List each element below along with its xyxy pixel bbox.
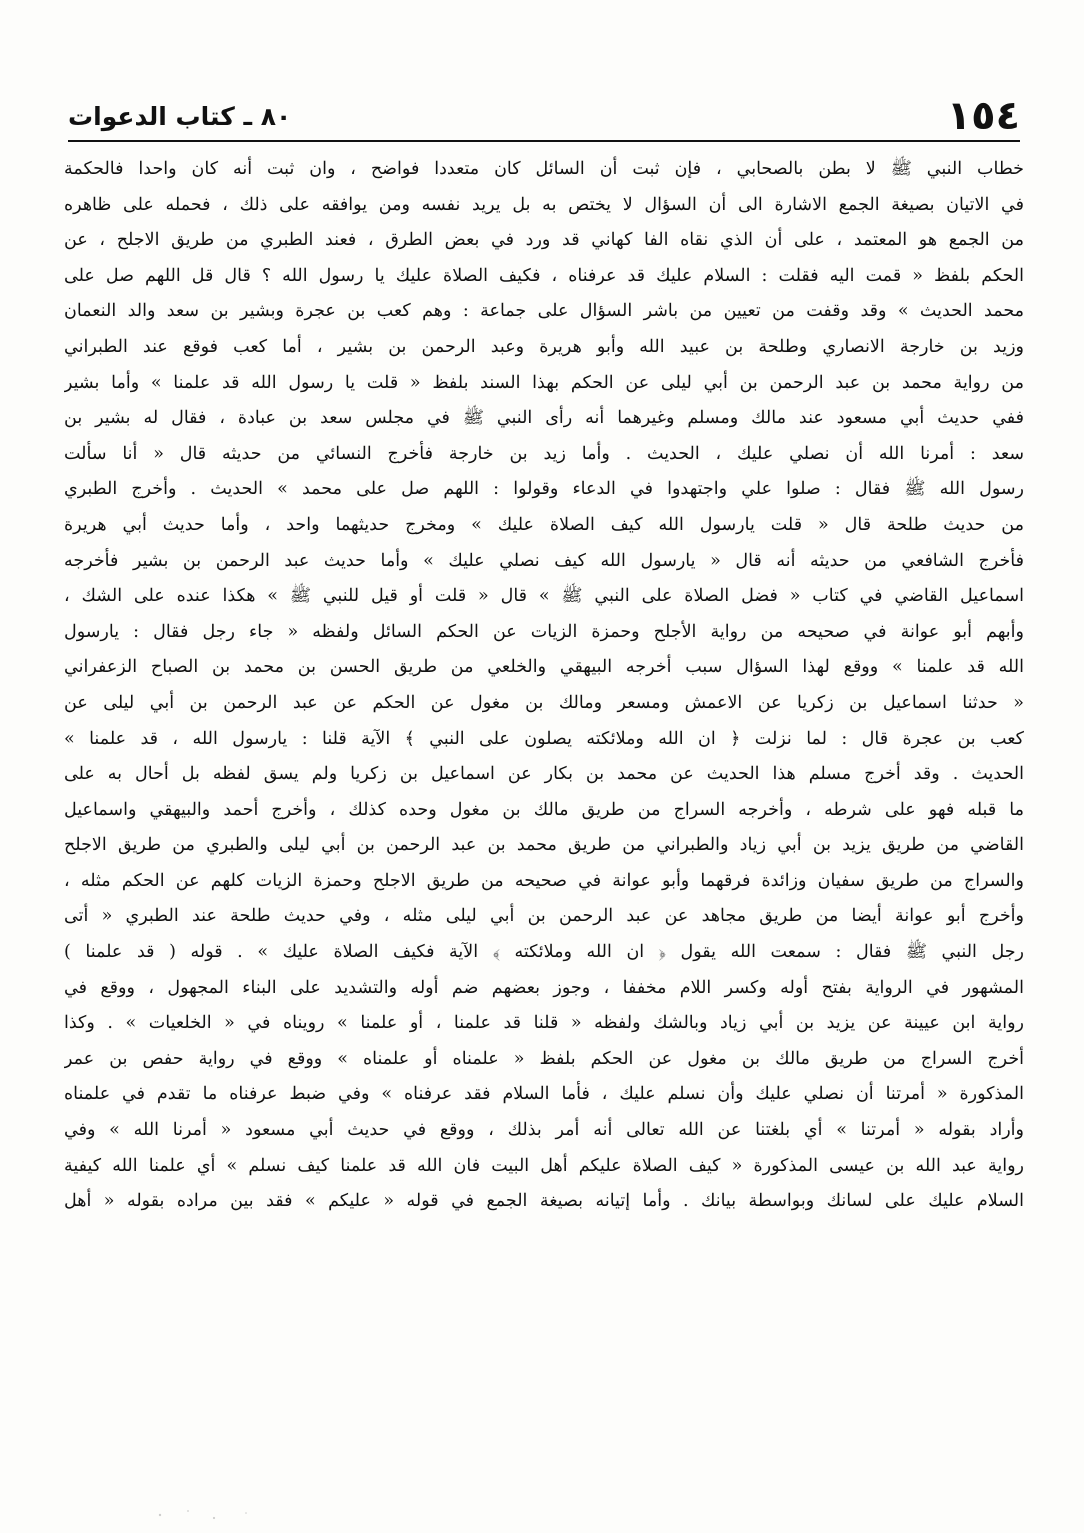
text-line: اسماعيل القاضي في كتاب « فضل الصلاة على النبي ﷺ » قال « قلت أو قيل للنبي ﷺ » هكذا عنده على الشك ،	[64, 586, 1024, 607]
text-line: فأخرج الشافعي من حديثه أنه قال « يارسول الله كيف نصلي عليك » وأما حديث عبد الرحمن بن بشير فأخرجه	[64, 550, 1024, 571]
page-header	[68, 92, 1020, 140]
text-line: رسول الله ﷺ فقال : صلوا علي واجتهدوا في الدعاء وقولوا : اللهم صل على محمد » الحديث . وأخرج الطبري	[64, 479, 1024, 500]
text-line: رواية عبد الله بن عيسى المذكورة « كيف الصلاة عليكم أهل البيت فان الله قد علمنا كيف نسلم » أي علمنا الله كيفية	[64, 1155, 1024, 1176]
text-line: المذكورة « أمرتنا أن نصلي عليك وأن نسلم عليك ، فأما السلام فقد عرفناه » وفي ضبط عرفناه ما تقدم في علمناه	[64, 1084, 1024, 1105]
chapter-title: ٨٠ ـ كتاب الدعوات	[68, 101, 292, 131]
text-line: من رواية محمد بن عبد الرحمن بن أبي ليلى عن الحكم بهذا السند بلفظ « قلت يا رسول الله قد علمنا » وأما بشير	[64, 372, 1024, 393]
text-line: رواية ابن عيينة عن يزيد بن أبي زياد وبالشك ولفظه « قلنا قد علمنا ، أو علمنا » رويناه في « الخلعيات » . وكذا	[64, 1013, 1024, 1034]
text-line: ما قبله فهو على شرطه ، وأخرجه السراج من طريق مالك بن مغول وحده كذلك ، وأخرج أحمد والبيهقي واسماعيل	[64, 799, 1024, 820]
text-line: الحكم بلفظ « قمت اليه فقلت : السلام عليك قد عرفناه ، فكيف الصلاة عليك يا رسول الله ؟ قال قل اللهم صل على	[64, 265, 1024, 286]
text-line: رجل النبي ﷺ فقال : سمعت الله يقول ﴿ ان الله وملائكته ﴾ الآية فكيف الصلاة عليك » . قوله ( قد علمنا )	[64, 942, 1024, 963]
header-rule	[68, 140, 1020, 142]
page-number: ١٥٤	[946, 93, 1020, 139]
text-line: القاضي من طريق يزيد بن أبي زياد والطبراني من طريق محمد بن عبد الرحمن بن أبي ليلى والطبري من طريق الاجلح	[64, 835, 1024, 856]
text-line: من حديث طلحة قال « قلت يارسول الله كيف الصلاة عليك » ومخرج حديثهما واحد ، وأما حديث أبي هريرة	[64, 514, 1024, 535]
body-text	[64, 152, 1024, 1220]
text-line: « حدثنا اسماعيل بن زكريا عن الاعمش ومسعر ومالك بن مغول عن الحكم عن عبد الرحمن بن أبي ليلى عن	[64, 692, 1024, 713]
text-line: من الجمع هو المعتمد ، على أن الذي نقاه الفا كهاني قد ورد في بعض الطرق ، فعند الطبري من طريق الاجلح ، عن	[64, 230, 1024, 251]
text-line: الحديث . وقد أخرج مسلم هذا الحديث عن محمد بن بكار عن اسماعيل بن زكريا ولم يسق لفظه بل أحال به على	[64, 764, 1024, 785]
scan-specks	[150, 1505, 270, 1525]
text-line: أخرج السراج من طريق مالك بن مغول عن الحكم بلفظ « علمناه أو علمناه » ووقع في رواية حفص بن عمر	[64, 1048, 1024, 1069]
text-line: في الاتيان بصيغة الجمع الاشارة الى أن السؤال لا يختص به بل يريد نفسه ومن يوافقه على ذلك ، فحمله على ظاهره	[64, 194, 1024, 215]
text-line: سعد : أمرنا الله أن نصلي عليك ، الحديث . وأما زيد بن خارجة فأخرج النسائي من حديثه قال « أنا سألت	[64, 443, 1024, 464]
text-line: السلام عليك على لسانك وبواسطة بيانك . وأما إتيانه بصيغة الجمع في قوله « عليكم » فقد بين مراده بقوله « أهل	[64, 1191, 1024, 1212]
text-line: كعب بن عجرة قال : لما نزلت ﴿ ان الله وملائكته يصلون على النبي ﴾ الآية قلنا : يارسول الله ، قد علمنا »	[64, 728, 1024, 749]
text-line: وأبهم أبو عوانة في صحيحه من رواية الأجلح وحمزة الزيات عن الحكم السائل ولفظه « جاء رجل فقال : يارسول	[64, 621, 1024, 642]
text-line: خطاب النبي ﷺ لا بطن بالصحابي ، فإن ثبت أن السائل كان متعددا فواضح ، وان ثبت أنه كان واحدا فالحكمة	[64, 159, 1024, 179]
text-line: المشهور في الرواية بفتح أوله وكسر اللام مخففا ، وجوز بعضهم ضم أوله والتشديد على البناء المجهول ، ووقع في	[64, 977, 1024, 998]
text-line: محمد الحديث » وقد وقفت من تعيين من باشر السؤال على جماعة : وهم كعب بن عجرة وبشير بن سعد والد النعمان	[64, 301, 1024, 322]
text-line: الله قد علمنا » ووقع لهذا السؤال سبب أخرجه البيهقي والخلعي من طريق الحسن بن محمد بن الصباح الزعفراني	[64, 657, 1024, 678]
text-line: وأراد بقوله « أمرتنا » أي بلغتنا عن الله تعالى أنه أمر بذلك ، ووقع في حديث أبي مسعود « أمرنا الله » وفي	[64, 1120, 1024, 1141]
text-line: وأخرج أبو عوانة أيضا من طريق مجاهد عن عبد الرحمن بن أبي ليلى مثله ، وفي حديث طلحة عند الطبري « أتى	[64, 906, 1024, 927]
text-line: ففي حديث أبي مسعود عند مالك ومسلم وغيرهما أنه رأى النبي ﷺ في مجلس سعد بن عبادة ، فقال له بشير بن	[64, 408, 1024, 429]
text-line: والسراج من طريق سفيان وزائدة فرقهما وأبو عوانة في صحيحه من طريق الاجلح وحمزة الزيات كلهم عن الحكم مثله ،	[64, 870, 1024, 891]
text-line: وزيد بن خارجة الانصاري وطلحة بن عبيد الله وأبو هريرة وعبد الرحمن بن بشير ، أما كعب فوقع عند الطبراني	[64, 336, 1024, 357]
